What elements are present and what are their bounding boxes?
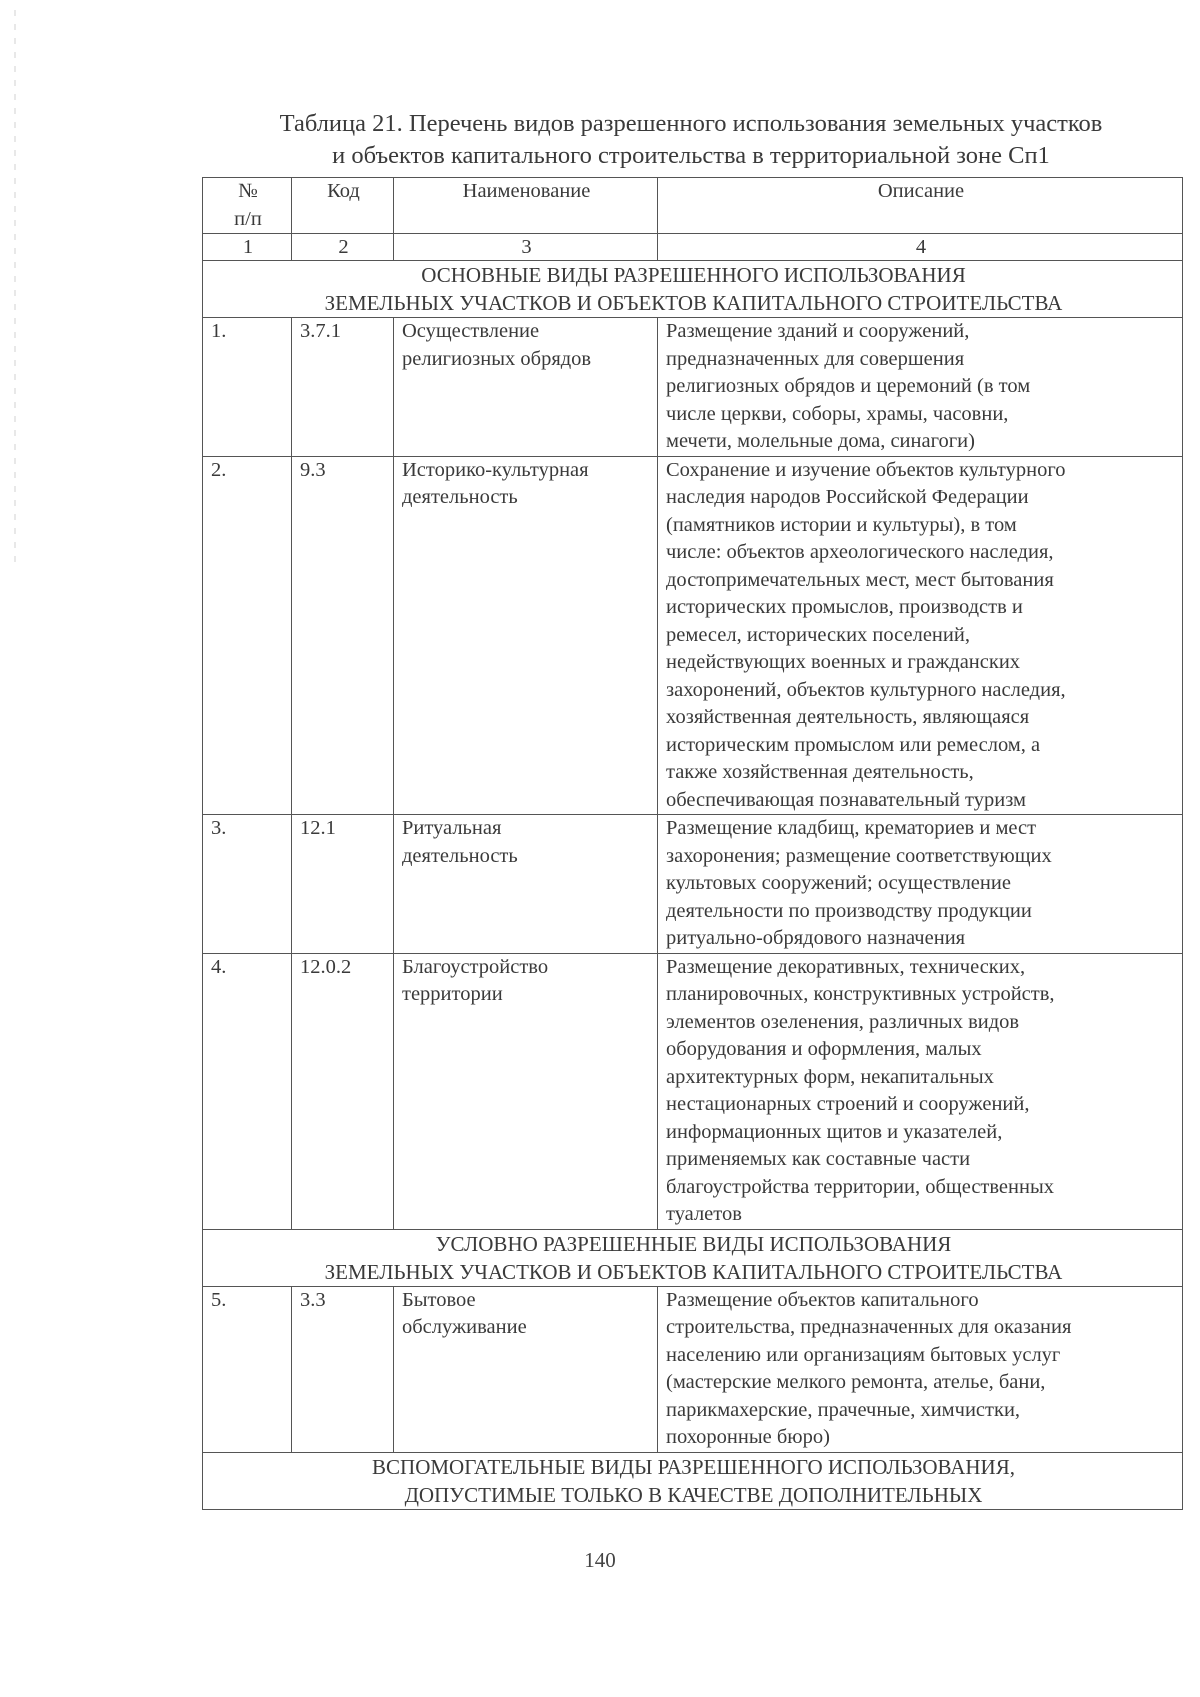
row-code: 12.1 bbox=[292, 815, 394, 954]
section-heading bbox=[203, 261, 1183, 318]
row-name bbox=[394, 953, 658, 1229]
row-code: 3.3 bbox=[292, 1286, 394, 1452]
row-description-line: хозяйственная деятельность, являющаяся bbox=[666, 706, 1030, 728]
land-use-table bbox=[202, 177, 1183, 1510]
column-number: 4 bbox=[658, 234, 1183, 261]
row-description-line: архитектурных форм, некапитальных bbox=[666, 1065, 994, 1088]
row-number: 2. bbox=[203, 456, 292, 815]
row-code: 12.0.2 bbox=[292, 953, 394, 1229]
row-description-line: информационных щитов и указателей, bbox=[666, 1120, 1003, 1143]
table-row bbox=[203, 318, 1183, 457]
header-no-line2: п/п bbox=[234, 207, 262, 230]
row-description-line: Сохранение и изучение объектов культурного bbox=[666, 458, 1066, 481]
row-description bbox=[658, 1286, 1183, 1452]
row-name-line: Благоустройство bbox=[402, 955, 549, 978]
row-number: 5. bbox=[203, 1286, 292, 1452]
row-code: 3.7.1 bbox=[292, 318, 394, 457]
row-name-line: территории bbox=[402, 983, 503, 1005]
section-heading-line: ОСНОВНЫЕ ВИДЫ РАЗРЕШЕННОГО ИСПОЛЬЗОВАНИЯ bbox=[421, 263, 966, 287]
row-description bbox=[658, 318, 1183, 457]
header-no bbox=[203, 178, 292, 234]
page-number: 140 bbox=[584, 1548, 616, 1572]
section-heading-line: ДОПУСТИМЫЕ ТОЛЬКО В КАЧЕСТВЕ ДОПОЛНИТЕЛЬНЫХ bbox=[404, 1482, 983, 1507]
row-description-line: Размещение зданий и сооружений, bbox=[666, 320, 970, 342]
row-description-line: мечети, молельные дома, синагоги) bbox=[666, 430, 975, 452]
header-description: Описание bbox=[658, 178, 1183, 234]
table-body bbox=[203, 261, 1183, 1510]
column-number-row bbox=[203, 234, 1183, 261]
row-name-line: Осуществление bbox=[402, 320, 540, 342]
row-description-line: числе церкви, соборы, храмы, часовни, bbox=[666, 402, 1009, 425]
header-no-line1: № bbox=[238, 180, 258, 202]
table-row bbox=[203, 953, 1183, 1229]
row-description-line: применяемых как составные части bbox=[666, 1148, 971, 1170]
row-name-line: Бытовое bbox=[402, 1288, 476, 1311]
scan-edge-artifact bbox=[14, 10, 16, 570]
row-description-line: захоронений, объектов культурного наследия, bbox=[666, 678, 1066, 701]
row-description-line: религиозных обрядов и церемоний (в том bbox=[666, 375, 1031, 397]
row-name bbox=[394, 318, 658, 457]
row-description bbox=[658, 953, 1183, 1229]
row-description-line: также хозяйственная деятельность, bbox=[666, 761, 974, 783]
table-row bbox=[203, 456, 1183, 815]
row-description-line: недействующих военных и гражданских bbox=[666, 651, 1021, 673]
section-heading-line: ЗЕМЕЛЬНЫХ УЧАСТКОВ И ОБЪЕКТОВ КАПИТАЛЬНОГО СТРОИТЕЛЬСТВА bbox=[324, 1259, 1063, 1284]
row-name bbox=[394, 456, 658, 815]
row-description-line: (мастерские мелкого ремонта, ателье, бани, bbox=[666, 1371, 1046, 1393]
table-caption bbox=[196, 108, 1186, 172]
column-number: 2 bbox=[292, 234, 394, 261]
row-description-line: ремесел, исторических поселений, bbox=[666, 623, 970, 646]
row-name-line: обслуживание bbox=[402, 1316, 527, 1338]
row-description-line: похоронные бюро) bbox=[666, 1426, 830, 1448]
header-name: Наименование bbox=[394, 178, 658, 234]
table-caption-line: Таблица 21. Перечень видов разрешенного использования земельных участков bbox=[279, 110, 1103, 137]
row-description-line: элементов озеленения, различных видов bbox=[666, 1010, 1020, 1033]
row-name-line: деятельность bbox=[402, 486, 518, 508]
table-row bbox=[203, 815, 1183, 954]
row-description-line: культовых сооружений; осуществление bbox=[666, 872, 1011, 894]
row-description-line: благоустройства территории, общественных bbox=[666, 1175, 1054, 1198]
row-description-line: наследия народов Российской Федерации bbox=[666, 486, 1029, 508]
table-row bbox=[203, 1286, 1183, 1452]
row-name-line: Ритуальная bbox=[402, 817, 502, 839]
row-number: 1. bbox=[203, 318, 292, 457]
header-code: Код bbox=[292, 178, 394, 234]
section-heading-row bbox=[203, 1452, 1183, 1509]
row-description-line: нестационарных строений и сооружений, bbox=[666, 1093, 1030, 1115]
row-description-line: строительства, предназначенных для оказания bbox=[666, 1316, 1072, 1338]
row-name bbox=[394, 815, 658, 954]
row-number: 4. bbox=[203, 953, 292, 1229]
row-description-line: (памятников истории и культуры), в том bbox=[666, 513, 1017, 536]
column-number: 1 bbox=[203, 234, 292, 261]
row-code: 9.3 bbox=[292, 456, 394, 815]
row-description-line: исторических промыслов, производств и bbox=[666, 596, 1023, 618]
row-description-line: обеспечивающая познавательный туризм bbox=[666, 788, 1027, 811]
row-description-line: Размещение объектов капитального bbox=[666, 1288, 979, 1311]
row-description-line: парикмахерские, прачечные, химчистки, bbox=[666, 1398, 1021, 1421]
row-description-line: ритуально-обрядового назначения bbox=[666, 927, 966, 949]
row-description bbox=[658, 456, 1183, 815]
section-heading-line: ВСПОМОГАТЕЛЬНЫЕ ВИДЫ РАЗРЕШЕННОГО ИСПОЛЬЗОВАНИЯ, bbox=[372, 1454, 1015, 1479]
row-description-line: достопримечательных мест, мест бытования bbox=[666, 568, 1054, 591]
row-description-line: оборудования и оформления, малых bbox=[666, 1038, 982, 1060]
row-description-line: Размещение декоративных, технических, bbox=[666, 955, 1026, 978]
row-description-line: деятельности по производству продукции bbox=[666, 899, 1032, 922]
row-name bbox=[394, 1286, 658, 1452]
row-description-line: туалетов bbox=[666, 1203, 742, 1225]
row-description-line: планировочных, конструктивных устройств, bbox=[666, 983, 1055, 1005]
section-heading-row bbox=[203, 261, 1183, 318]
section-heading bbox=[203, 1229, 1183, 1286]
row-name-line: религиозных обрядов bbox=[402, 347, 592, 370]
header-row bbox=[203, 178, 1183, 234]
table-caption-line: и объектов капитального строительства в территориальной зоне Сп1 bbox=[332, 142, 1050, 169]
row-description-line: Размещение кладбищ, крематориев и мест bbox=[666, 817, 1037, 839]
section-heading-line: УСЛОВНО РАЗРЕШЕННЫЕ ВИДЫ ИСПОЛЬЗОВАНИЯ bbox=[435, 1231, 952, 1256]
row-name-line: деятельность bbox=[402, 844, 518, 867]
section-heading bbox=[203, 1452, 1183, 1509]
row-description-line: захоронения; размещение соответствующих bbox=[666, 844, 1052, 867]
row-description-line: предназначенных для совершения bbox=[666, 347, 965, 370]
section-heading-line: ЗЕМЕЛЬНЫХ УЧАСТКОВ И ОБЪЕКТОВ КАПИТАЛЬНОГО СТРОИТЕЛЬСТВА bbox=[324, 291, 1063, 315]
section-heading-row bbox=[203, 1229, 1183, 1286]
column-number: 3 bbox=[394, 234, 658, 261]
row-description-line: населению или организациям бытовых услуг bbox=[666, 1343, 1061, 1366]
row-description-line: числе: объектов археологического наследия, bbox=[666, 541, 1054, 563]
row-description-line: историческим промыслом или ремеслом, а bbox=[666, 733, 1041, 756]
row-number: 3. bbox=[203, 815, 292, 954]
row-description bbox=[658, 815, 1183, 954]
row-name-line: Историко-культурная bbox=[402, 458, 589, 481]
